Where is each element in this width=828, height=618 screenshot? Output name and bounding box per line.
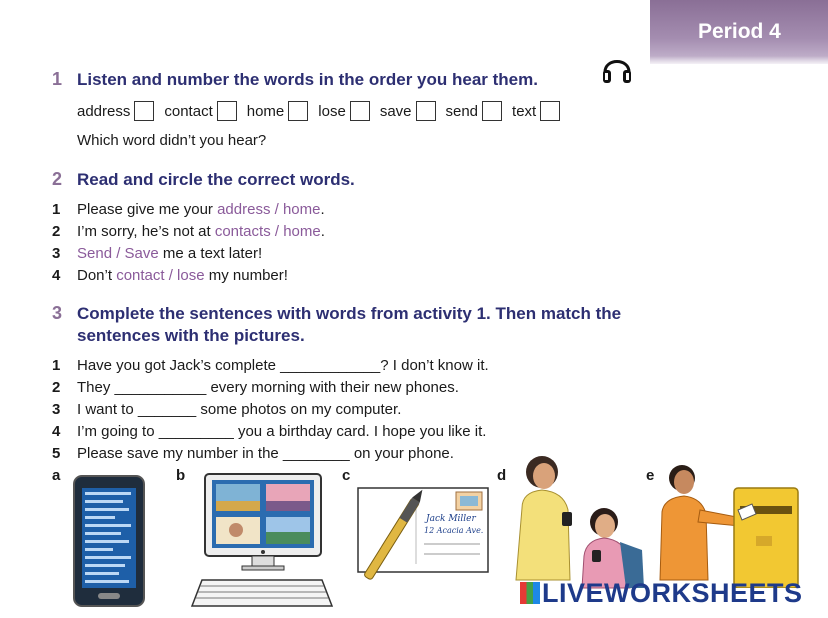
number-box-home[interactable] bbox=[288, 101, 308, 121]
banner-fade bbox=[650, 56, 828, 66]
activity2-item-number: 3 bbox=[52, 245, 61, 262]
liveworksheets-text: LIVEWORKSHEETS bbox=[542, 578, 803, 608]
activity3-sentence: They ___________ every morning with their new phones. bbox=[77, 379, 459, 396]
computer-photos-picture bbox=[188, 472, 336, 608]
word-choice[interactable]: Send / Save bbox=[77, 245, 159, 262]
word-lose: lose bbox=[318, 102, 346, 120]
activity2-number: 2 bbox=[52, 169, 63, 189]
activity3-item-number: 2 bbox=[52, 379, 61, 396]
word-home: home bbox=[246, 102, 285, 120]
activity3-item-number: 4 bbox=[52, 423, 61, 440]
picture-label-c: c bbox=[342, 467, 351, 484]
activity3-sentence: Please save my number in the ________ on your phone. bbox=[77, 445, 454, 462]
number-box-send[interactable] bbox=[482, 101, 502, 121]
word-choice[interactable]: address / home bbox=[217, 201, 321, 218]
word-list bbox=[77, 102, 570, 122]
word-choice[interactable]: contact / lose bbox=[116, 267, 205, 284]
picture-label-d: d bbox=[497, 467, 507, 484]
number-box-text[interactable] bbox=[540, 101, 560, 121]
activity3-sentence: Have you got Jack’s complete ____________? I don’t know it. bbox=[77, 357, 489, 374]
activity3-sentence: I’m going to _________ you a birthday card. I hope you like it. bbox=[77, 423, 487, 440]
postcard-address: 12 Acacia Ave. bbox=[424, 526, 484, 535]
word-send: send bbox=[445, 102, 479, 120]
activity3-item-number: 5 bbox=[52, 445, 61, 462]
activity2-item-number: 1 bbox=[52, 201, 61, 218]
activity3-item-number: 1 bbox=[52, 357, 61, 374]
sentence-start: Please give me your bbox=[77, 201, 218, 218]
phone-contacts-picture bbox=[72, 474, 146, 608]
number-box-save[interactable] bbox=[416, 101, 436, 121]
number-box-contact[interactable] bbox=[217, 101, 237, 121]
period-label: Period 4 bbox=[698, 20, 781, 43]
liveworksheets-watermark bbox=[520, 578, 803, 609]
activity3-title-line2: sentences with the pictures. bbox=[77, 326, 305, 345]
activity2-item-number: 4 bbox=[52, 267, 61, 284]
number-box-address[interactable] bbox=[134, 101, 154, 121]
boy-posting-card-picture bbox=[656, 460, 800, 588]
word-address: address bbox=[77, 102, 131, 120]
activity3-number: 3 bbox=[52, 303, 63, 323]
sentence-end: my number! bbox=[204, 267, 288, 284]
activity2-title: Read and circle the correct words. bbox=[77, 170, 355, 189]
activity2-sentence bbox=[77, 267, 288, 284]
activity3-sentence: I want to _______ some photos on my computer. bbox=[77, 401, 402, 418]
activity3-item-number: 3 bbox=[52, 401, 61, 418]
activity2-sentence bbox=[77, 223, 325, 240]
period-banner bbox=[650, 0, 828, 64]
postcard-name: Jack Miller bbox=[426, 514, 476, 524]
sentence-end: . bbox=[320, 223, 325, 240]
word-save: save bbox=[379, 102, 412, 120]
activity1-title: Listen and number the words in the order you hear them. bbox=[77, 70, 538, 89]
picture-label-b: b bbox=[176, 467, 186, 484]
word-contact: contact bbox=[164, 102, 213, 120]
sentence-end: me a text later! bbox=[158, 245, 263, 262]
activity2-sentence bbox=[77, 201, 325, 218]
liveworksheets-logo-icon bbox=[520, 582, 540, 604]
activity1-question: Which word didn’t you hear? bbox=[77, 132, 267, 149]
sentence-start: I’m sorry, he’s not at bbox=[77, 223, 215, 240]
picture-label-a: a bbox=[52, 467, 61, 484]
picture-label-e: e bbox=[646, 467, 655, 484]
sentence-start: Don’t bbox=[77, 267, 117, 284]
activity3-title-line1: Complete the sentences with words from activity 1. Then match the bbox=[77, 304, 622, 323]
activity2-sentence bbox=[77, 245, 262, 262]
headphones-icon bbox=[600, 52, 634, 86]
girls-texting-picture bbox=[508, 450, 656, 590]
number-box-lose[interactable] bbox=[350, 101, 370, 121]
postcard-picture bbox=[354, 486, 492, 588]
word-choice[interactable]: contacts / home bbox=[214, 223, 321, 240]
activity1-number: 1 bbox=[52, 69, 63, 89]
activity2-item-number: 2 bbox=[52, 223, 61, 240]
word-text: text bbox=[512, 102, 537, 120]
sentence-end: . bbox=[320, 201, 325, 218]
